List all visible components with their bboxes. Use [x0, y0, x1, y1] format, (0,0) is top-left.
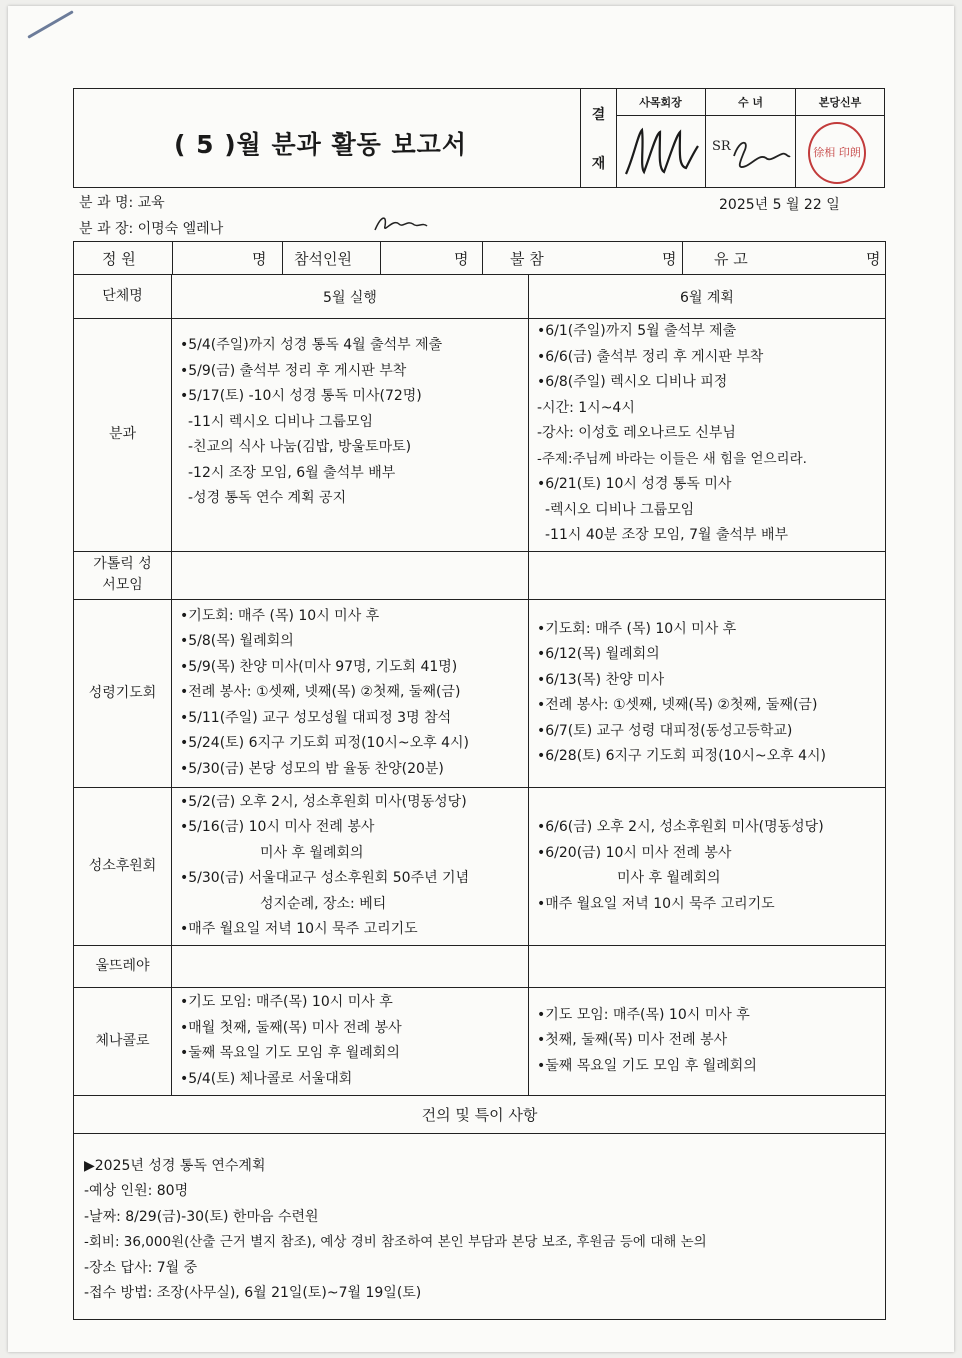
approval-col-title: 사목회장	[616, 89, 705, 116]
reason-unit: 명	[866, 250, 881, 268]
may-cell	[172, 787, 529, 945]
head-signature-icon	[371, 208, 431, 238]
approval-col-title: 수 녀	[706, 89, 795, 116]
june-cell	[529, 787, 886, 945]
reason-label: 유 고	[714, 250, 748, 268]
list-item: •기도회: 매주 (목) 10시 미사 후	[537, 620, 737, 637]
note-line: -예상 인원: 80명	[84, 1183, 189, 1199]
svg-text:SR: SR	[712, 139, 731, 154]
list-item: •5/16(금) 10시 미사 전례 봉사	[180, 819, 375, 835]
list-item: •6/20(금) 10시 미사 전례 봉사	[537, 844, 732, 861]
list-item: •6/8(주일) 렉시오 디비나 피정	[537, 374, 728, 390]
june-cell	[529, 319, 886, 552]
notes-title-row	[74, 1095, 886, 1133]
list-item: •5/9(목) 찬양 미사(미사 97명, 기도회 41명)	[180, 658, 458, 675]
list-item: •둘째 목요일 기도 모임 후 월례회의	[180, 1045, 400, 1061]
row-cenacolo	[74, 987, 886, 1095]
list-item: •5/24(토) 6지구 기도회 피정(10시~오후 4시)	[180, 735, 469, 752]
attend-label: 참석인원	[294, 250, 352, 268]
list-item: -시간: 1시~4시	[537, 399, 635, 416]
row-division	[74, 319, 886, 552]
list-item: •전례 봉사: ①셋째, 넷째(목) ②첫째, 둘째(금)	[537, 697, 818, 713]
row-label: 분과	[74, 319, 172, 552]
list-item: •매주 월요일 저녁 10시 묵주 고리기도	[537, 895, 775, 912]
list-item: -주제:주님께 바라는 이들은 새 힘을 얻으리라.	[537, 450, 807, 467]
june-cell	[529, 987, 886, 1095]
report-date: 2025년 5 월 22 일	[719, 197, 840, 213]
list-item: •5/30(금) 서울대교구 성소후원회 50주년 기념	[180, 870, 470, 886]
row-vocation	[74, 787, 886, 945]
row-ultreya	[74, 945, 886, 987]
report-form	[73, 88, 885, 1313]
list-item: •기도 모임: 매주(목) 10시 미사 후	[537, 1006, 750, 1023]
list-item: •기도회: 매주 (목) 10시 미사 후	[180, 607, 380, 624]
list-item: •5/4(주일)까지 성경 통독 4월 출석부 제출	[180, 337, 443, 353]
list-item: •6/6(금) 오후 2시, 성소후원회 미사(명동성당)	[537, 819, 824, 835]
row-prayer	[74, 599, 886, 787]
list-item: 미사 후 월례회의	[260, 844, 364, 861]
list-item: •5/11(주일) 교구 성모성월 대피정 3명 참석	[180, 709, 452, 726]
list-item: •매주 월요일 저녁 10시 묵주 고리기도	[180, 921, 418, 937]
notes-title: 건의 및 특이 사항	[74, 1095, 886, 1133]
may-cell	[172, 599, 529, 787]
may-cell	[172, 551, 529, 599]
list-item: -11시 40분 조장 모임, 7월 출석부 배부	[545, 527, 789, 543]
activity-table	[73, 241, 886, 1320]
absent-label: 불 참	[510, 250, 544, 268]
list-item: 미사 후 월례회의	[617, 870, 721, 886]
notes-cell	[74, 1133, 886, 1319]
june-cell	[529, 945, 886, 987]
notes-row	[74, 1133, 886, 1319]
signature-council-icon	[616, 116, 704, 188]
approval-label-bottom: 재	[591, 155, 606, 172]
list-item: •6/12(목) 월례회의	[537, 646, 660, 662]
row-label: 울뜨레야	[74, 945, 172, 987]
col-header-june: 6월 계획	[529, 275, 886, 319]
note-line: -접수 방법: 조장(사무실), 6월 21일(토)~7월 19일(토)	[84, 1285, 422, 1301]
list-item: •5/9(금) 출석부 정리 후 게시판 부착	[180, 362, 407, 379]
row-label: 가톨릭 성서모임	[74, 551, 172, 599]
may-cell	[172, 319, 529, 552]
row-bible-group	[74, 551, 886, 599]
list-item: -친교의 식사 나눔(김밥, 방울토마토)	[188, 439, 412, 455]
note-line: -날짜: 8/29(금)-30(토) 한마음 수련원	[84, 1208, 319, 1225]
list-item: -11시 렉시오 디비나 그룹모임	[188, 413, 373, 430]
staff-counts	[74, 242, 885, 274]
quota-label: 정 원	[102, 250, 136, 268]
list-item: -렉시오 디비나 그룹모임	[545, 501, 695, 518]
list-item: 성지순례, 장소: 베티	[260, 895, 387, 912]
list-item: •6/28(토) 6지구 기도회 피정(10시~오후 4시)	[537, 748, 826, 764]
may-cell	[172, 987, 529, 1095]
row-label: 성소후원회	[74, 787, 172, 945]
signature-council	[616, 116, 705, 188]
list-item: •5/2(금) 오후 2시, 성소후원회 미사(명동성당)	[180, 793, 467, 810]
list-item: -12시 조장 모임, 6월 출석부 배부	[188, 464, 396, 481]
list-item: •5/8(목) 월례회의	[180, 633, 294, 650]
note-line: -장소 답사: 7월 중	[84, 1259, 198, 1276]
approval-col-title: 본당신부	[796, 89, 884, 116]
list-item: -성경 통독 연수 계획 공지	[188, 490, 347, 506]
quota-unit: 명	[252, 250, 267, 268]
staff-row	[74, 242, 886, 275]
approval-box	[580, 88, 885, 188]
seal-text: 徐相 印朗	[813, 146, 861, 160]
report-title: ( 5 )월 분과 활동 보고서	[174, 130, 467, 159]
approval-col-pastoral-council	[616, 89, 706, 187]
division-name: 분 과 명: 교육	[79, 195, 165, 211]
list-item: •5/4(토) 체나콜로 서울대회	[180, 1070, 353, 1087]
list-item: •6/1(주일)까지 5월 출석부 제출	[537, 323, 737, 339]
list-item: -강사: 이성호 레오나르도 신부님	[537, 425, 736, 441]
row-label: 체나콜로	[74, 987, 172, 1095]
approval-col-priest	[796, 89, 884, 187]
list-item: •전례 봉사: ①셋째, 넷째(목) ②첫째, 둘째(금)	[180, 684, 461, 701]
approval-label-top: 결	[591, 106, 606, 123]
attend-unit: 명	[454, 250, 469, 268]
column-header-row	[74, 275, 886, 319]
red-seal-icon	[808, 122, 866, 184]
list-item: •첫째, 둘째(목) 미사 전례 봉사	[537, 1032, 728, 1049]
june-cell	[529, 551, 886, 599]
approval-col-sister	[706, 89, 796, 187]
june-cell	[529, 599, 886, 787]
list-item: •6/21(토) 10시 성경 통독 미사	[537, 476, 732, 492]
row-label: 성령기도회	[74, 599, 172, 787]
seal-priest	[796, 116, 884, 188]
list-item: •둘째 목요일 기도 모임 후 월례회의	[537, 1057, 757, 1074]
title-block	[73, 88, 580, 188]
list-item: •기도 모임: 매주(목) 10시 미사 후	[180, 994, 393, 1010]
signature-sister-icon	[706, 116, 794, 188]
may-cell	[172, 945, 529, 987]
note-line: ▶2025년 성경 통독 연수계획	[84, 1157, 266, 1174]
list-item: •5/17(토) -10시 성경 통독 미사(72명)	[180, 388, 422, 404]
approval-label	[581, 89, 617, 187]
col-header-may: 5월 실행	[172, 275, 529, 319]
list-item: •5/30(금) 본당 성모의 밤 율동 찬양(20분)	[180, 760, 444, 777]
list-item: •6/6(금) 출석부 정리 후 게시판 부착	[537, 348, 764, 365]
list-item: •6/13(목) 찬양 미사	[537, 671, 665, 688]
division-head: 분 과 장: 이명숙 엘레나	[79, 221, 224, 237]
signature-sister	[706, 116, 795, 188]
list-item: •6/7(토) 교구 성령 대피정(동성고등학교)	[537, 722, 793, 739]
note-line: -회비: 36,000원(산출 근거 별지 참조), 예상 경비 참조하여 본인 부담과 본당 보조, 후원금 등에 대해 논의	[84, 1234, 707, 1250]
absent-unit: 명	[662, 250, 677, 268]
col-header-group: 단체명	[74, 275, 172, 319]
list-item: •매월 첫째, 둘째(목) 미사 전례 봉사	[180, 1019, 402, 1036]
